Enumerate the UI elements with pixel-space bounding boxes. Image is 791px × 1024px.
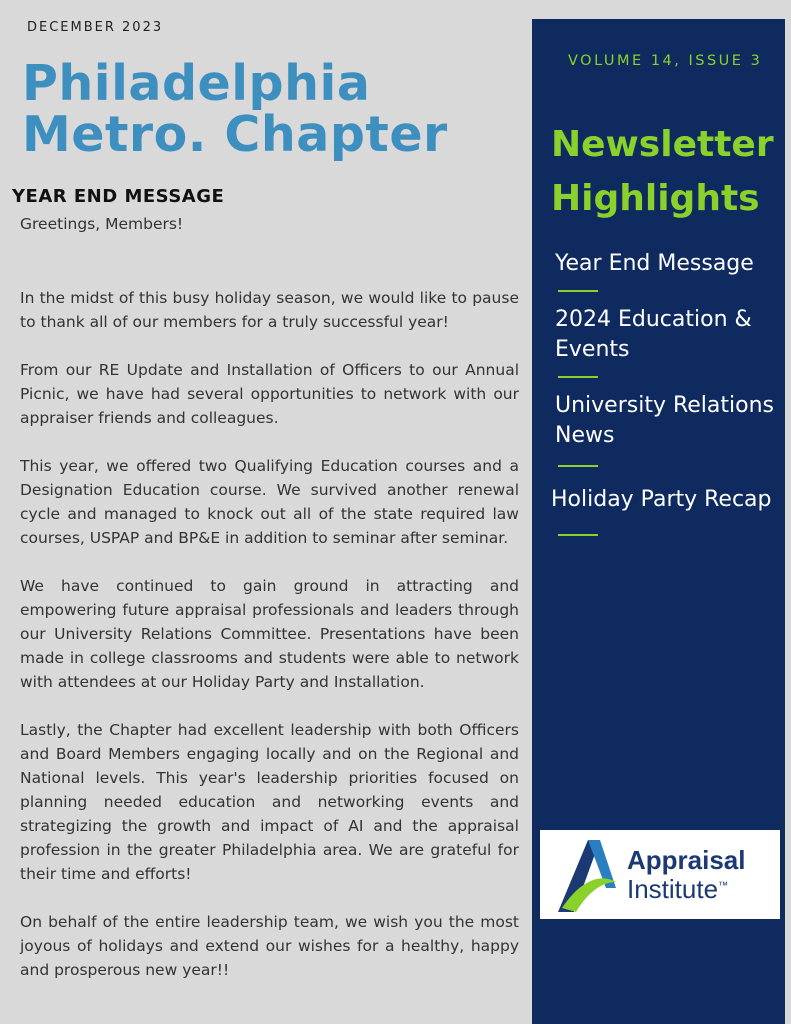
message-paragraph: From our RE Update and Installation of Officers to our Annual Picnic, we have had several opportunities to network with our appraiser friends and colleagues. [20,361,519,427]
highlights-title-line1: Newsletter [551,124,774,165]
chapter-title [22,55,448,163]
logo-text-institute [627,874,728,905]
message-paragraph: Lastly, the Chapter had excellent leadership with both Officers and Board Members engaging locally and on the Regional and National levels. This year's leadership priorities focused on planning needed education and networking events and strategizing the growth and impact of AI and the appraisal profession in the greater Philadelphia area. We are grateful for their time and efforts! [20,721,519,883]
message-body [20,286,519,1006]
highlight-divider [558,376,598,378]
message-paragraph: We have continued to gain ground in attracting and empowering future appraisal professionals and leaders through our University Relations Committee. Presentations have been made in college classrooms and students were able to network with attendees at our Holiday Party and Installation. [20,577,519,691]
chapter-title-line1: Philadelphia [22,55,371,112]
greeting: Greetings, Members! [20,215,184,233]
highlight-item-university-relations[interactable]: University Relations News [555,393,775,448]
logo-mark-icon [554,838,624,914]
highlight-item-education-events[interactable]: 2024 Education & Events [555,307,752,362]
highlight-divider [558,534,598,536]
issue-date: DECEMBER 2023 [27,20,164,35]
message-paragraph: On behalf of the entire leadership team, we wish you the most joyous of holidays and extend our wishes for a healthy, happy and prosperous new year!! [20,913,519,979]
highlight-divider [558,465,598,467]
highlight-item-holiday-party[interactable]: Holiday Party Recap [551,487,772,512]
highlight-item-year-end-message[interactable]: Year End Message [555,251,754,276]
logo-text-institute-word: Institute [627,874,719,904]
highlights-title-line2: Highlights [551,178,760,219]
section-heading: YEAR END MESSAGE [12,186,225,207]
chapter-title-line2: Metro. Chapter [22,106,448,163]
volume-issue: VOLUME 14, ISSUE 3 [568,53,763,69]
appraisal-institute-logo [540,830,780,919]
message-paragraph: In the midst of this busy holiday season, we would like to pause to thank all of our members for a truly successful year! [20,289,519,331]
logo-text-appraisal: Appraisal [627,845,746,875]
logo-trademark: ™ [718,880,729,892]
highlights-title [551,118,774,226]
highlight-divider [558,290,598,292]
message-paragraph: This year, we offered two Qualifying Education courses and a Designation Education course. We survived another renewal cycle and managed to knock out all of the state required law courses, USPAP and BP&E in addition to seminar after seminar. [20,457,519,547]
